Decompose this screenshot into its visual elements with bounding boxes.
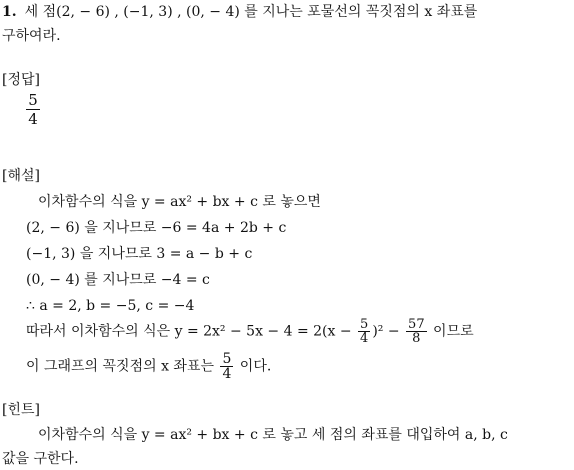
explanation-line-1: 이차함수의 식을 y = ax² + bx + c 로 놓으면 xyxy=(38,194,321,210)
explanation-line-6-fraction-1 xyxy=(358,318,370,345)
explanation-line-6-fraction-2-den: 8 xyxy=(412,331,421,346)
explanation-line-6-suffix: 이므로 xyxy=(428,323,474,340)
explanation-line-7-fraction-den: 4 xyxy=(222,366,232,382)
explanation-line-7 xyxy=(26,352,271,381)
problem-text-line-1: 세 점(2, − 6) , (−1, 3) , (0, − 4) 를 지나는 포물선의 꼭짓점의 x 좌표를 xyxy=(24,4,478,20)
explanation-line-7-fraction-num: 5 xyxy=(222,351,232,367)
answer-fraction xyxy=(26,92,40,127)
explanation-line-7-suffix: 이다. xyxy=(235,358,272,375)
explanation-line-7-fraction xyxy=(220,352,233,381)
explanation-label: [해설] xyxy=(2,168,40,184)
problem-line-1 xyxy=(2,4,477,22)
explanation-line-4: (0, − 4) 를 지나므로 −4 = c xyxy=(26,272,210,288)
explanation-line-6 xyxy=(26,318,474,345)
explanation-line-2: (2, − 6) 을 지나므로 −6 = 4a + 2b + c xyxy=(26,220,287,236)
explanation-line-6-fraction-2-num: 57 xyxy=(408,317,425,332)
answer-denominator: 4 xyxy=(28,110,38,129)
explanation-line-6-middle: )² − xyxy=(372,323,405,340)
explanation-line-6-fraction-2 xyxy=(406,318,427,345)
hint-line-2: 값을 구한다. xyxy=(2,451,79,467)
explanation-line-5: ∴ a = 2, b = −5, c = −4 xyxy=(26,298,195,314)
problem-number: 1. xyxy=(2,4,17,20)
hint-label: [힌트] xyxy=(2,402,40,418)
explanation-line-6-fraction-1-den: 4 xyxy=(360,331,369,346)
hint-line-1: 이차함수의 식을 y = ax² + bx + c 로 놓고 세 점의 좌표를 대입하여 a, b, c xyxy=(38,427,508,443)
explanation-line-3: (−1, 3) 을 지나므로 3 = a − b + c xyxy=(26,246,253,262)
explanation-line-7-prefix: 이 그래프의 꼭짓점의 x 좌표는 xyxy=(26,358,219,375)
explanation-line-6-fraction-1-num: 5 xyxy=(360,317,369,332)
explanation-line-6-prefix: 따라서 이차함수의 식은 y = 2x² − 5x − 4 = 2(x − xyxy=(26,323,357,340)
problem-line-2: 구하여라. xyxy=(2,28,61,44)
answer-numerator: 5 xyxy=(26,92,40,110)
answer-label: [정답] xyxy=(2,72,40,88)
